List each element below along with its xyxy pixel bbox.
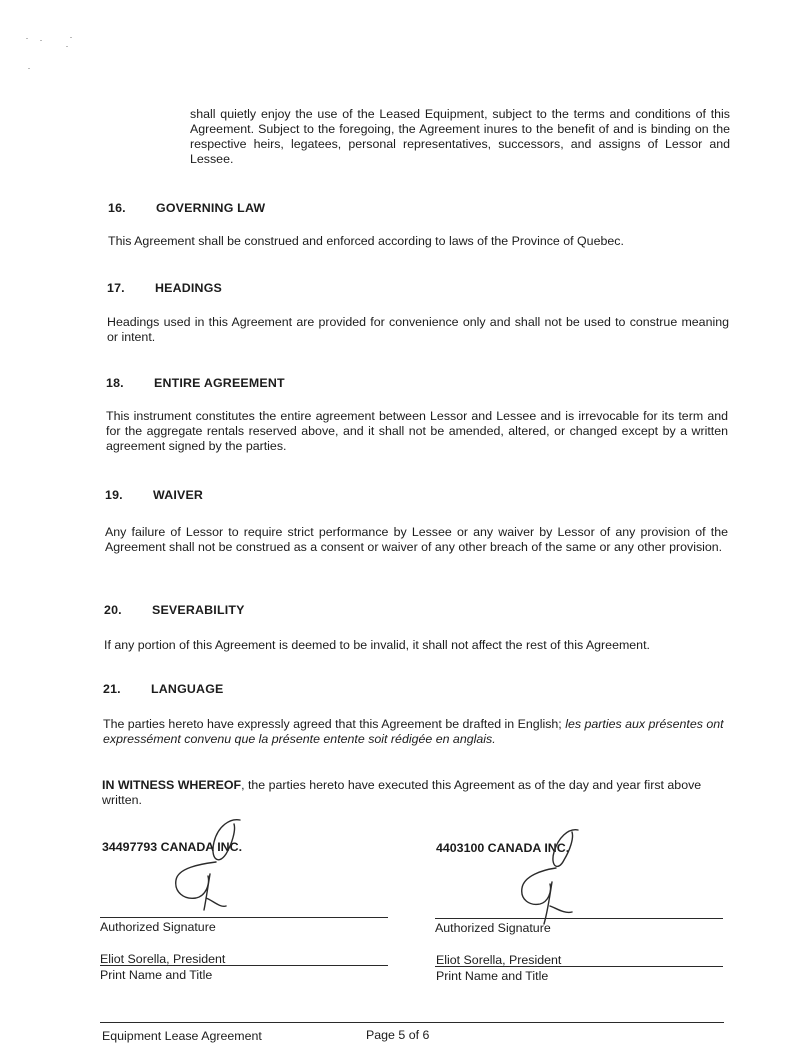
- language-english-text: The parties hereto have expressly agreed that this Agreement be drafted in English;: [103, 717, 562, 731]
- page-number: Page 5 of 6: [366, 1028, 430, 1042]
- section-body: Any failure of Lessor to require strict performance by Lessee or any waiver by Lessor of any provision of the Agreement shall not be construed as a consent or waiver of any other breach of the same or any other provision.: [105, 525, 728, 554]
- signatory-name: Eliot Sorella, President: [100, 952, 226, 966]
- section-body: This instrument constitutes the entire agreement between Lessor and Lessee and is irrevocable for its term and for the aggregate rentals reserved above, and it shall not be amended, altered, or changed except by a written agreement signed by the parties.: [106, 409, 728, 453]
- signature-caption: Authorized Signature: [100, 920, 216, 934]
- witness-lead: IN WITNESS WHEREOF: [102, 778, 242, 792]
- section-number: 19.: [105, 488, 123, 502]
- scan-speck: [40, 40, 42, 41]
- handwritten-signature: [160, 812, 270, 922]
- section-heading: ENTIRE AGREEMENT: [154, 376, 285, 390]
- signatory-company: 4403100 CANADA INC.: [436, 841, 570, 855]
- section-body: This Agreement shall be construed and enforced according to laws of the Province of Quebec.: [108, 234, 624, 248]
- language-french-text: les parties aux présentes ont expressément convenu que la présente entente soit rédigée en anglais.: [103, 717, 724, 746]
- section-body: Headings used in this Agreement are provided for convenience only and shall not be used to construe meaning or intent.: [107, 315, 729, 344]
- signature-line: [435, 918, 723, 919]
- handwritten-signature: [500, 820, 600, 930]
- name-line: [435, 966, 723, 967]
- name-caption: Print Name and Title: [100, 968, 213, 982]
- scan-speck: [28, 68, 30, 69]
- signatory-name: Eliot Sorella, President: [436, 953, 562, 967]
- section-number: 16.: [108, 201, 126, 215]
- scan-speck: [70, 37, 72, 38]
- section-heading: WAIVER: [153, 488, 204, 502]
- footer-rule: [100, 1022, 724, 1023]
- witness-clause: [102, 778, 730, 808]
- section-heading: GOVERNING LAW: [156, 201, 266, 215]
- signature-line: [100, 917, 388, 918]
- section-heading: HEADINGS: [155, 281, 223, 295]
- footer-title: Equipment Lease Agreement: [102, 1029, 262, 1043]
- signatory-company: 34497793 CANADA INC.: [102, 840, 243, 854]
- name-caption: Print Name and Title: [436, 969, 549, 983]
- section-heading: LANGUAGE: [151, 682, 224, 696]
- section-number: 21.: [103, 682, 121, 696]
- scan-speck: [66, 46, 68, 47]
- section-heading: SEVERABILITY: [152, 603, 245, 617]
- section-body: [103, 717, 728, 747]
- section-number: 20.: [104, 603, 122, 617]
- section-number: 18.: [106, 376, 124, 390]
- continuation-paragraph: shall quietly enjoy the use of the Leased Equipment, subject to the terms and conditions of this Agreement. Subject to the foregoing, the Agreement inures to the benefit of and is binding on the respective heirs, legatees, personal representatives, successors, and assigns of Lessor and Lessee.: [190, 107, 730, 166]
- name-line: [100, 965, 388, 966]
- section-number: 17.: [107, 281, 125, 295]
- section-body: If any portion of this Agreement is deemed to be invalid, it shall not affect the rest of this Agreement.: [104, 638, 650, 652]
- signature-caption: Authorized Signature: [435, 921, 551, 935]
- witness-rest: , the parties hereto have executed this Agreement as of the day and year first above written.: [102, 778, 702, 807]
- scan-speck: [26, 38, 28, 39]
